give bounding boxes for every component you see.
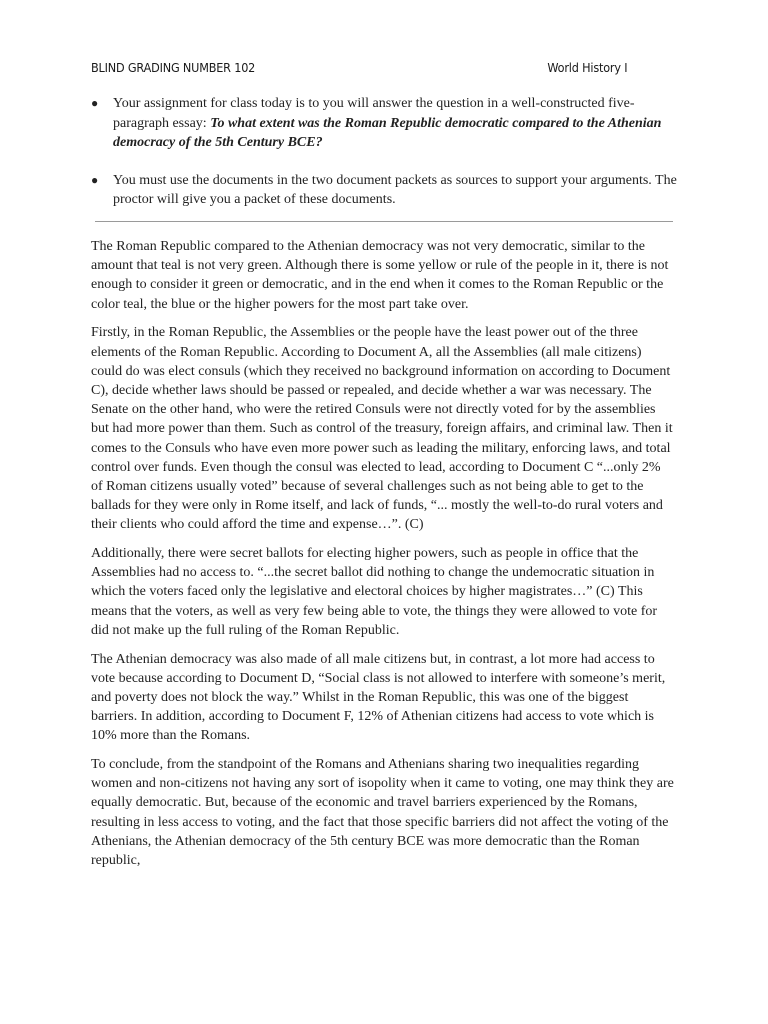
bullet-icon: ● bbox=[91, 172, 99, 187]
instruction-lead: You must use the documents in the two document packets as sources to support your arguments. The proctor will give you a packet of these documents. bbox=[113, 172, 677, 207]
instruction-text bbox=[113, 171, 681, 210]
page-header bbox=[91, 60, 628, 75]
course-title: World History I bbox=[547, 60, 628, 75]
bullet-icon: ● bbox=[91, 96, 99, 110]
blind-grading-label: BLIND GRADING NUMBER 102 bbox=[91, 60, 256, 75]
instructions-list bbox=[91, 94, 681, 210]
instruction-item bbox=[91, 94, 681, 153]
essay-question: To what extent was the Roman Republic democratic compared to the Athenian democracy of the 5th Century BCE? bbox=[113, 115, 662, 150]
essay-body bbox=[91, 237, 675, 880]
instruction-item bbox=[91, 171, 681, 210]
essay-paragraph-3: The Athenian democracy was also made of all male citizens but, in contrast, a lot more had access to vote because according to Document D, “Social class is not allowed to interfere with someone’s merit, and poverty does not block the way.” Whilst in the Roman Republic, this was one of the biggest barriers. In addition, according to Document F, 12% of Athenian citizens had access to vote which is 10% more than the Romans. bbox=[91, 651, 666, 744]
essay-paragraph-intro: The Roman Republic compared to the Athenian democracy was not very democratic, similar to the amount that teal is not very green. Although there is some yellow or rule of the people in it, there is not enough to consider it green or democratic, and in the end when it comes to the Roman Republic or the color teal, the blue or the higher powers for the most part take over. bbox=[91, 239, 669, 312]
divider bbox=[95, 221, 673, 222]
instruction-lead: Your assignment for class today is to you will answer the question in a well-constructed five-paragraph essay: bbox=[113, 96, 635, 131]
essay-paragraph-conclusion: To conclude, from the standpoint of the Romans and Athenians sharing two inequalities regarding women and non-citizens not having any sort of isopolity when it came to voting, one may think they are equally democratic. But, because of the economic and travel barriers experienced by the Romans, resulting in less access to voting, and the fact that those specific barriers did not affect the voting of the Athenians, the Athenian democracy of the 5th century BCE was more democratic than the Roman republic, bbox=[91, 757, 674, 869]
essay-paragraph-2: Additionally, there were secret ballots for electing higher powers, such as people in office that the Assemblies had no access to. “...the secret ballot did nothing to change the undemocratic situation in which the voters faced only the legislative and electoral choices by higher magistrates…” (C) This means that the voters, as well as very few being able to vote, the things they were allowed to vote for did not make up the full ruling of the Roman Republic. bbox=[91, 546, 658, 638]
essay-paragraph-1: Firstly, in the Roman Republic, the Assemblies or the people have the least power out of the three elements of the Roman Republic. According to Document A, all the Assemblies (all male citizens) could do was elect consuls (which they received no background information on according to Document C), decide whether laws should be passed or repealed, and decide whether a war was necessary. The Senate on the other hand, who were the retired Consuls were not directly voted for by the assemblies but had more power than them. Such as control of the treasury, foreign affairs, and criminal law. Then it comes to the Consuls who have even more power such as leading the military, enforcing laws, and total control over funds. Even though the consul was elected to lead, according to Document C “...only 2% of Roman citizens usually voted” because of several challenges such as not being able to get to the ballads for they were only in Rome itself, and lack of funds, “... mostly the well-to-do rural voters and their clients who could afford the time and expense…”. (C) bbox=[91, 325, 673, 533]
instruction-text bbox=[113, 94, 681, 153]
